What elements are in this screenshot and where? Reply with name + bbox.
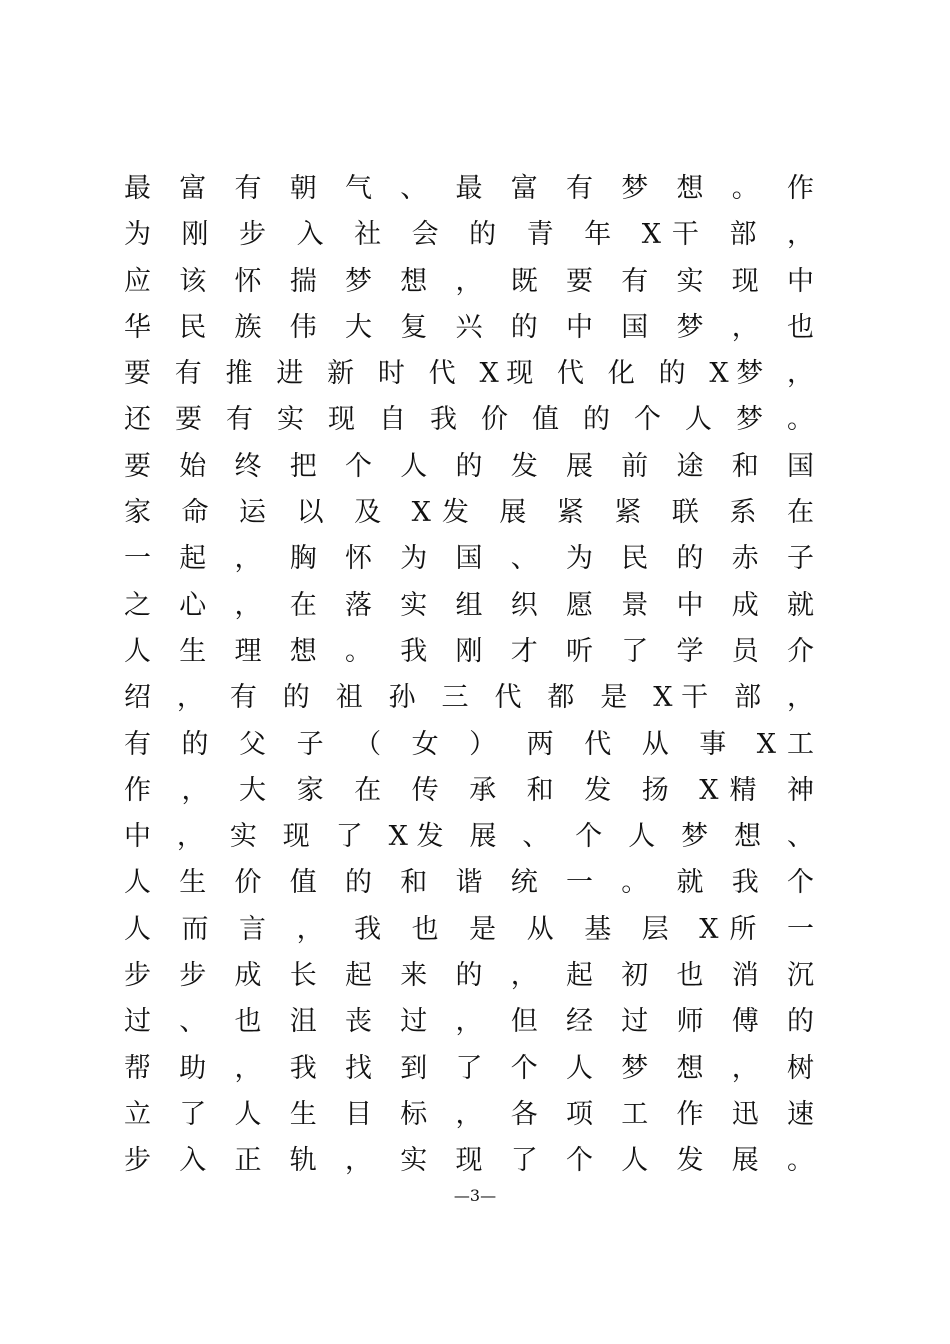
text-line: 人 而 言 ， 我 也 是 从 基 层 X所 一 bbox=[124, 913, 814, 945]
text-line: 家 命 运 以 及 X发 展 紧 紧 联 系 在 bbox=[124, 497, 814, 529]
text-line: 还 要 有 实 现 自 我 价 值 的 个 人 梦 。 bbox=[124, 404, 814, 436]
text-line: 帮 助 ， 我 找 到 了 个 人 梦 想 ， 树 bbox=[124, 1052, 814, 1084]
text-line: 之 心 ， 在 落 实 组 织 愿 景 中 成 就 bbox=[124, 589, 814, 621]
text-line: 人 生 价 值 的 和 谐 统 一 。 就 我 个 bbox=[124, 867, 814, 899]
text-line: 为 刚 步 入 社 会 的 青 年 X干 部 ， bbox=[124, 219, 814, 251]
text-line: 华 民 族 伟 大 复 兴 的 中 国 梦 ， 也 bbox=[124, 311, 814, 343]
text-line: 最 富 有 朝 气 、 最 富 有 梦 想 。 作 bbox=[124, 173, 814, 204]
text-line: 作 ， 大 家 在 传 承 和 发 扬 X精 神 bbox=[124, 774, 814, 806]
text-line: 步 入 正 轨 ， 实 现 了 个 人 发 展 。 bbox=[124, 1145, 814, 1177]
text-line: 应 该 怀 揣 梦 想 ， 既 要 有 实 现 中 bbox=[124, 265, 814, 297]
body-text bbox=[124, 166, 814, 1185]
text-line: 步 步 成 长 起 来 的 ， 起 初 也 消 沉 bbox=[124, 960, 814, 992]
page-number: —3— bbox=[453, 1186, 497, 1205]
text-line: 要 始 终 把 个 人 的 发 展 前 途 和 国 bbox=[124, 450, 814, 482]
text-line: 一 起 ， 胸 怀 为 国 、 为 民 的 赤 子 bbox=[124, 543, 814, 575]
text-line: 要 有 推 进 新 时 代 X现 代 化 的 X梦 ， bbox=[124, 358, 814, 390]
text-line: 过 、 也 沮 丧 过 ， 但 经 过 师 傅 的 bbox=[124, 1006, 814, 1038]
text-line: 中 ， 实 现 了 X发 展 、 个 人 梦 想 、 bbox=[124, 821, 814, 853]
text-line: 有 的 父 子 （ 女 ） 两 代 从 事 X工 bbox=[124, 728, 814, 760]
text-line: 绍 ， 有 的 祖 孙 三 代 都 是 X干 部 ， bbox=[124, 682, 814, 714]
text-line: 人 生 理 想 。 我 刚 才 听 了 学 员 介 bbox=[124, 635, 814, 667]
text-line: 立 了 人 生 目 标 ， 各 项 工 作 迅 速 bbox=[124, 1098, 814, 1130]
